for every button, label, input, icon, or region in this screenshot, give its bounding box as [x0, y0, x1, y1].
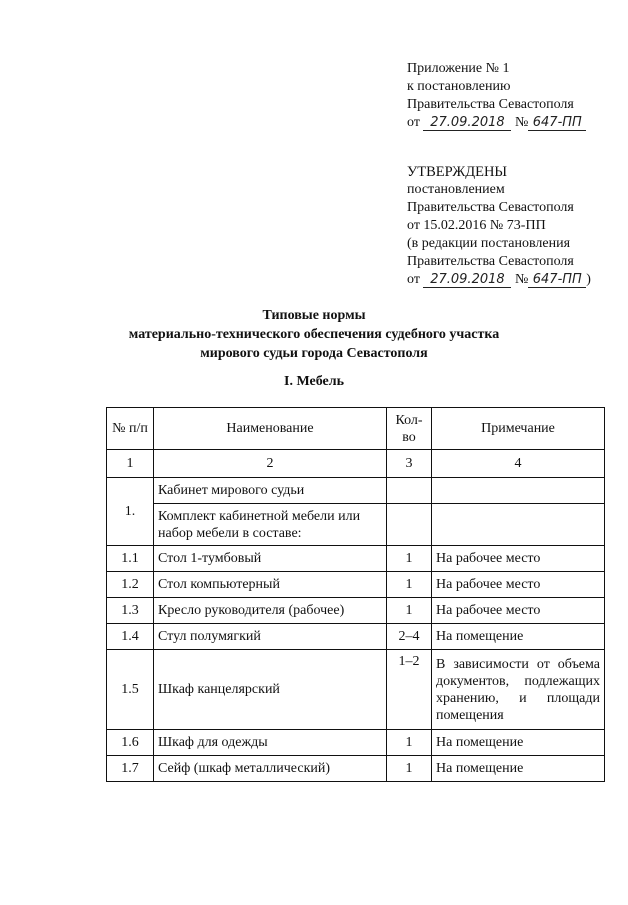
- row-name: Кабинет мирового судьи: [154, 478, 387, 504]
- row-note: На помещение: [432, 756, 605, 782]
- row-note: [432, 504, 605, 546]
- row-number: 1.: [107, 478, 154, 546]
- section-heading: I. Мебель: [284, 374, 344, 389]
- number-sign: №: [514, 272, 529, 287]
- row-note: На рабочее место: [432, 546, 605, 572]
- row-qty: 1: [387, 756, 432, 782]
- table-row: [107, 598, 605, 624]
- handwritten-number: 647-ПП: [528, 272, 586, 288]
- from-label: от: [407, 272, 420, 287]
- row-qty: [387, 478, 432, 504]
- row-note: На рабочее место: [432, 598, 605, 624]
- row-qty: 1: [387, 598, 432, 624]
- approval-line: Правительства Севастополя: [407, 254, 574, 269]
- appendix-block: [407, 60, 586, 132]
- from-label: от: [407, 115, 420, 130]
- table-row: [107, 478, 605, 504]
- document-title: [0, 306, 628, 363]
- table-row: [107, 650, 605, 730]
- handwritten-date: 27.09.2018: [423, 115, 511, 131]
- column-number: 1: [107, 450, 154, 478]
- row-name: Кресло руководителя (рабочее): [154, 598, 387, 624]
- row-name: Стол компьютерный: [154, 572, 387, 598]
- approval-line: от 15.02.2016 № 73-ПП: [407, 218, 546, 233]
- row-name: Стул полумягкий: [154, 624, 387, 650]
- row-number: 1.7: [107, 756, 154, 782]
- table-row: [107, 624, 605, 650]
- appendix-line: Приложение № 1: [407, 61, 510, 76]
- column-number: 4: [432, 450, 605, 478]
- row-qty: 1–2: [387, 650, 432, 730]
- table-row: [107, 730, 605, 756]
- row-name: Шкаф для одежды: [154, 730, 387, 756]
- title-line: материально-технического обеспечения судебного участка: [128, 327, 500, 342]
- row-note: На помещение: [432, 624, 605, 650]
- row-qty: 2–4: [387, 624, 432, 650]
- row-note: [432, 478, 605, 504]
- table-row: [107, 572, 605, 598]
- furniture-table: [106, 407, 605, 782]
- row-name: Шкаф канцелярский: [154, 650, 387, 730]
- approval-date-line: [407, 271, 591, 289]
- approval-line: Правительства Севастополя: [407, 200, 574, 215]
- table-row: [107, 546, 605, 572]
- appendix-date-line: [407, 114, 586, 132]
- table-header-row: [107, 408, 605, 450]
- header-cell: Кол-во: [387, 408, 432, 450]
- column-number-row: [107, 450, 605, 478]
- row-number: 1.1: [107, 546, 154, 572]
- row-name: Комплект кабинетной мебели или набор мебели в составе:: [154, 504, 387, 546]
- row-qty: 1: [387, 546, 432, 572]
- row-number: 1.5: [107, 650, 154, 730]
- appendix-line: Правительства Севастополя: [407, 97, 574, 112]
- row-number: 1.4: [107, 624, 154, 650]
- row-qty: 1: [387, 572, 432, 598]
- table-row: [107, 504, 605, 546]
- column-number: 3: [387, 450, 432, 478]
- row-qty: [387, 504, 432, 546]
- row-name: Стол 1-тумбовый: [154, 546, 387, 572]
- approval-line: (в редакции постановления: [407, 236, 571, 251]
- table-row: [107, 756, 605, 782]
- header-cell: № п/п: [107, 408, 154, 450]
- number-sign: №: [514, 115, 529, 130]
- approval-block: [407, 163, 591, 289]
- handwritten-date: 27.09.2018: [423, 272, 511, 288]
- row-note: В зависимости от объема документов, подлежащих хранению, и площади помещения: [432, 650, 605, 730]
- approval-line: постановлением: [407, 182, 505, 197]
- row-note: На помещение: [432, 730, 605, 756]
- row-number: 1.6: [107, 730, 154, 756]
- row-name: Сейф (шкаф металлический): [154, 756, 387, 782]
- row-qty: 1: [387, 730, 432, 756]
- appendix-line: к постановлению: [407, 79, 511, 94]
- closing-paren: ): [586, 272, 591, 287]
- approval-title: УТВЕРЖДЕНЫ: [407, 164, 508, 180]
- row-note: На рабочее место: [432, 572, 605, 598]
- header-cell: Наименование: [154, 408, 387, 450]
- handwritten-number: 647-ПП: [528, 115, 586, 131]
- row-number: 1.2: [107, 572, 154, 598]
- row-number: 1.3: [107, 598, 154, 624]
- column-number: 2: [154, 450, 387, 478]
- title-line: мирового судьи города Севастополя: [200, 346, 428, 361]
- header-cell: Примечание: [432, 408, 605, 450]
- title-line: Типовые нормы: [262, 308, 366, 323]
